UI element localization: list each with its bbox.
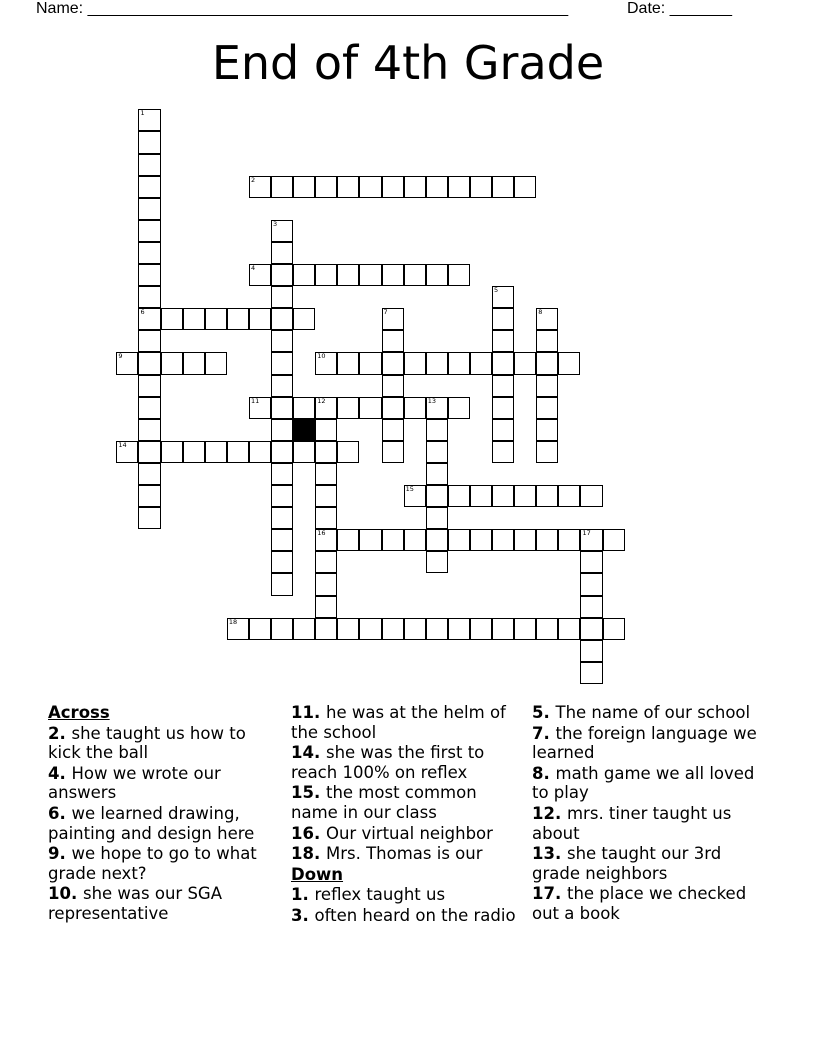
cell-number: 4: [250, 264, 256, 273]
grid-cell[interactable]: [558, 352, 580, 374]
clue-text: reflex taught us: [314, 885, 446, 905]
cell-number: 18: [228, 617, 238, 626]
grid-cell[interactable]: [382, 618, 404, 640]
grid-cell[interactable]: [536, 441, 558, 463]
grid-cell[interactable]: [404, 176, 426, 198]
clue-number: 5: [532, 703, 544, 722]
clue-across-item: [48, 804, 276, 843]
grid-cell[interactable]: [315, 352, 337, 374]
grid-cell[interactable]: [271, 507, 293, 529]
cell-number: 1: [140, 109, 145, 118]
grid-cell[interactable]: [138, 375, 160, 397]
grid-cell[interactable]: [271, 352, 293, 374]
cell-number: 6: [140, 308, 145, 317]
grid-cell[interactable]: [426, 618, 448, 640]
grid-cell[interactable]: [514, 618, 536, 640]
clue-number: 17: [532, 884, 555, 904]
clue-number: 10: [48, 884, 71, 904]
grid-cell[interactable]: [271, 286, 293, 308]
grid-cell[interactable]: [315, 507, 337, 529]
clue-number: 16: [291, 823, 314, 843]
clue-across-item: [291, 844, 516, 864]
grid-cell[interactable]: [580, 618, 602, 640]
grid-cell[interactable]: [271, 618, 293, 640]
grid-cell[interactable]: [382, 264, 404, 286]
grid-cell[interactable]: [359, 618, 381, 640]
grid-cell[interactable]: [271, 529, 293, 551]
grid-cell[interactable]: [426, 441, 448, 463]
grid-cell[interactable]: [492, 375, 514, 397]
grid-cell[interactable]: [138, 397, 160, 419]
clue-number: 14: [291, 743, 314, 763]
grid-cell[interactable]: [161, 352, 183, 374]
grid-cell[interactable]: [536, 308, 558, 330]
clue-across-item: [48, 724, 276, 763]
grid-cell[interactable]: [514, 529, 536, 551]
grid-cell[interactable]: [271, 176, 293, 198]
grid-cell[interactable]: [404, 397, 426, 419]
grid-cell[interactable]: [580, 485, 602, 507]
grid-cell[interactable]: [271, 441, 293, 463]
cell-number: 17: [582, 529, 591, 538]
clue-dot: .: [313, 844, 326, 864]
grid-cell[interactable]: [138, 286, 160, 308]
grid-cell[interactable]: [138, 264, 160, 286]
date-field[interactable]: Date: _______: [627, 0, 732, 17]
black-cell: [293, 419, 315, 441]
grid-cell[interactable]: [271, 463, 293, 485]
clue-number: 8: [532, 763, 544, 783]
grid-cell[interactable]: [249, 264, 271, 286]
grid-cell[interactable]: [271, 330, 293, 352]
grid-cell[interactable]: [558, 529, 580, 551]
clue-text: The name of our school: [555, 703, 751, 722]
clue-across-item: [48, 764, 276, 803]
grid-cell[interactable]: [514, 352, 536, 374]
grid-cell[interactable]: [138, 463, 160, 485]
grid-cell[interactable]: [382, 375, 404, 397]
clue-text: she was our SGA representative: [48, 884, 223, 923]
grid-cell[interactable]: [426, 551, 448, 573]
grid-cell[interactable]: [315, 485, 337, 507]
grid-cell[interactable]: [404, 352, 426, 374]
grid-cell[interactable]: [293, 308, 315, 330]
across-heading: Across: [48, 703, 110, 722]
clue-across-item: [48, 884, 276, 923]
grid-cell[interactable]: [337, 352, 359, 374]
grid-cell[interactable]: [293, 264, 315, 286]
clue-dot: .: [302, 885, 315, 905]
grid-cell[interactable]: [271, 220, 293, 242]
grid-cell[interactable]: [138, 154, 160, 176]
page-title: End of 4th Grade: [211, 36, 605, 90]
grid-cell[interactable]: [315, 463, 337, 485]
clue-dot: .: [543, 763, 556, 783]
clue-dot: .: [554, 844, 567, 864]
clues-column-1: [48, 703, 276, 925]
grid-cell[interactable]: [558, 618, 580, 640]
clue-text: mrs. tiner taught us about: [532, 803, 732, 843]
grid-cell[interactable]: [558, 485, 580, 507]
grid-cell[interactable]: [603, 529, 625, 551]
clues-column-2: [291, 703, 516, 927]
clue-text: we learned drawing, painting and design here: [48, 803, 255, 843]
grid-cell[interactable]: [271, 573, 293, 595]
cell-number: 11: [250, 396, 260, 405]
grid-cell[interactable]: [205, 308, 227, 330]
name-field[interactable]: Name: ______________________________________________________: [36, 0, 569, 17]
clue-dot: .: [313, 743, 326, 763]
grid-cell[interactable]: [271, 419, 293, 441]
grid-cell[interactable]: [315, 264, 337, 286]
grid-cell[interactable]: [138, 419, 160, 441]
grid-cell[interactable]: [227, 618, 249, 640]
grid-cell[interactable]: [426, 352, 448, 374]
grid-cell[interactable]: [514, 176, 536, 198]
clue-text: the place we checked out a book: [532, 884, 747, 923]
grid-cell[interactable]: [492, 419, 514, 441]
cell-number: 9: [118, 352, 123, 361]
grid-cell[interactable]: [492, 618, 514, 640]
cell-number: 13: [427, 396, 437, 405]
clue-down-item: [532, 703, 762, 723]
clue-across-item: [291, 703, 516, 742]
grid-cell[interactable]: [404, 618, 426, 640]
grid-cell[interactable]: [293, 618, 315, 640]
clue-number: 18: [291, 844, 314, 864]
clues-column-3: [532, 703, 762, 925]
grid-cell[interactable]: [426, 507, 448, 529]
clue-text: the most common name in our class: [291, 783, 477, 822]
grid-cell[interactable]: [138, 485, 160, 507]
grid-cell[interactable]: [315, 176, 337, 198]
grid-cell[interactable]: [448, 352, 470, 374]
grid-cell[interactable]: [183, 308, 205, 330]
clue-dot: .: [59, 763, 72, 783]
grid-cell[interactable]: [138, 441, 160, 463]
grid-cell[interactable]: [138, 242, 160, 264]
grid-cell[interactable]: [470, 352, 492, 374]
clue-number: 4: [48, 763, 60, 783]
grid-cell[interactable]: [448, 264, 470, 286]
grid-cell[interactable]: [448, 397, 470, 419]
grid-cell[interactable]: [271, 375, 293, 397]
clue-dot: .: [59, 723, 72, 743]
grid-cell[interactable]: [382, 397, 404, 419]
grid-cell[interactable]: [161, 308, 183, 330]
grid-cell[interactable]: [138, 220, 160, 242]
grid-cell[interactable]: [426, 485, 448, 507]
grid-cell[interactable]: [426, 529, 448, 551]
grid-cell[interactable]: [382, 330, 404, 352]
grid-cell[interactable]: [580, 596, 602, 618]
grid-cell[interactable]: [536, 352, 558, 374]
grid-cell[interactable]: [315, 419, 337, 441]
grid-cell[interactable]: [536, 618, 558, 640]
grid-cell[interactable]: [359, 397, 381, 419]
grid-cell[interactable]: [337, 618, 359, 640]
clue-text: the foreign language we learned: [532, 723, 757, 763]
grid-cell[interactable]: [337, 529, 359, 551]
cell-number: 7: [383, 308, 388, 317]
grid-cell[interactable]: [426, 264, 448, 286]
grid-cell[interactable]: [116, 441, 138, 463]
clue-dot: .: [59, 844, 72, 864]
clue-across-item: [291, 824, 516, 844]
grid-cell[interactable]: [249, 308, 271, 330]
clue-down-item: [291, 885, 516, 905]
grid-cell[interactable]: [404, 485, 426, 507]
clue-number: 9: [48, 844, 60, 864]
clue-number: 11: [291, 703, 314, 722]
grid-cell[interactable]: [116, 352, 138, 374]
grid-cell[interactable]: [404, 529, 426, 551]
clue-number: 12: [532, 803, 555, 823]
grid-cell[interactable]: [315, 618, 337, 640]
grid-cell[interactable]: [514, 485, 536, 507]
grid-cell[interactable]: [293, 176, 315, 198]
clue-text: How we wrote our answers: [48, 763, 221, 803]
grid-cell[interactable]: [359, 352, 381, 374]
clue-across-item: [291, 783, 516, 822]
grid-cell[interactable]: [315, 573, 337, 595]
grid-cell[interactable]: [448, 618, 470, 640]
clue-text: we hope to go to what grade next?: [48, 844, 257, 883]
grid-cell[interactable]: [470, 618, 492, 640]
clue-number: 6: [48, 803, 60, 823]
grid-cell[interactable]: [359, 176, 381, 198]
grid-cell[interactable]: [492, 352, 514, 374]
clue-across-item: [48, 844, 276, 883]
cell-number: 16: [317, 529, 326, 538]
grid-cell[interactable]: [138, 507, 160, 529]
clue-dot: .: [543, 703, 556, 722]
clue-dot: .: [59, 803, 72, 823]
grid-cell[interactable]: [382, 441, 404, 463]
grid-cell[interactable]: [249, 618, 271, 640]
grid-cell[interactable]: [448, 529, 470, 551]
grid-cell[interactable]: [138, 198, 160, 220]
grid-cell[interactable]: [448, 176, 470, 198]
clue-number: 3: [291, 905, 303, 925]
grid-cell[interactable]: [138, 131, 160, 153]
clue-down-item: [532, 884, 762, 923]
grid-cell[interactable]: [271, 264, 293, 286]
grid-cell[interactable]: [138, 109, 160, 131]
cell-number: 14: [118, 440, 127, 449]
grid-cell[interactable]: [492, 529, 514, 551]
grid-cell[interactable]: [426, 397, 448, 419]
grid-cell[interactable]: [404, 264, 426, 286]
grid-cell[interactable]: [492, 441, 514, 463]
grid-cell[interactable]: [337, 397, 359, 419]
grid-cell[interactable]: [183, 352, 205, 374]
clue-number: 13: [532, 844, 555, 864]
grid-cell[interactable]: [492, 330, 514, 352]
grid-cell[interactable]: [536, 330, 558, 352]
clue-text: she taught our 3rd grade neighbors: [532, 844, 722, 883]
clue-dot: .: [302, 905, 315, 925]
grid-cell[interactable]: [271, 397, 293, 419]
grid-cell[interactable]: [580, 662, 602, 684]
grid-cell[interactable]: [536, 375, 558, 397]
grid-cell[interactable]: [580, 640, 602, 662]
grid-cell[interactable]: [382, 176, 404, 198]
grid-cell[interactable]: [138, 308, 160, 330]
clue-dot: .: [313, 823, 326, 843]
clue-text: math game we all loved to play: [532, 763, 755, 803]
grid-cell[interactable]: [536, 419, 558, 441]
clue-dot: .: [313, 783, 326, 803]
grid-cell[interactable]: [227, 441, 249, 463]
clue-down-item: [291, 906, 516, 926]
grid-cell[interactable]: [315, 441, 337, 463]
grid-cell[interactable]: [492, 286, 514, 308]
clue-number: 7: [532, 723, 544, 743]
grid-cell[interactable]: [426, 463, 448, 485]
grid-cell[interactable]: [205, 352, 227, 374]
grid-cell[interactable]: [337, 176, 359, 198]
clue-dot: .: [70, 884, 83, 904]
clue-text: she was the first to reach 100% on reflex: [291, 743, 485, 782]
grid-cell[interactable]: [315, 397, 337, 419]
grid-cell[interactable]: [249, 441, 271, 463]
cell-number: 12: [317, 396, 326, 405]
grid-cell[interactable]: [205, 441, 227, 463]
grid-cell[interactable]: [580, 529, 602, 551]
grid-cell[interactable]: [337, 264, 359, 286]
grid-cell[interactable]: [271, 485, 293, 507]
grid-cell[interactable]: [227, 308, 249, 330]
grid-cell[interactable]: [536, 485, 558, 507]
clue-text: often heard on the radio: [314, 905, 516, 925]
grid-cell[interactable]: [138, 176, 160, 198]
clue-number: 2: [48, 723, 60, 743]
grid-cell[interactable]: [249, 176, 271, 198]
cell-number: 10: [317, 352, 326, 361]
grid-cell[interactable]: [271, 551, 293, 573]
grid-cell[interactable]: [315, 529, 337, 551]
grid-cell[interactable]: [382, 529, 404, 551]
grid-cell[interactable]: [470, 176, 492, 198]
grid-cell[interactable]: [315, 596, 337, 618]
grid-cell[interactable]: [359, 264, 381, 286]
clue-text: Our virtual neighbor: [325, 823, 493, 843]
clue-text: Mrs. Thomas is our: [325, 844, 483, 864]
clue-down-item: [532, 844, 762, 883]
clue-across-item: [291, 743, 516, 782]
cell-number: 8: [538, 308, 543, 317]
cell-number: 5: [494, 286, 499, 295]
grid-cell[interactable]: [138, 352, 160, 374]
clue-down-item: [532, 724, 762, 763]
cell-number: 15: [405, 485, 414, 494]
grid-cell[interactable]: [492, 397, 514, 419]
grid-cell[interactable]: [138, 330, 160, 352]
grid-cell[interactable]: [293, 397, 315, 419]
grid-cell[interactable]: [271, 308, 293, 330]
grid-cell[interactable]: [470, 529, 492, 551]
grid-cell[interactable]: [249, 397, 271, 419]
clue-dot: .: [543, 723, 556, 743]
cell-number: 2: [250, 175, 256, 184]
grid-cell[interactable]: [603, 618, 625, 640]
clue-down-item: [532, 804, 762, 843]
grid-cell[interactable]: [492, 308, 514, 330]
clue-number: 15: [291, 783, 314, 803]
grid-cell[interactable]: [580, 551, 602, 573]
grid-cell[interactable]: [315, 551, 337, 573]
grid-cell[interactable]: [161, 441, 183, 463]
cell-number: 3: [273, 219, 278, 228]
grid-cell[interactable]: [359, 529, 381, 551]
grid-cell[interactable]: [536, 397, 558, 419]
grid-cell[interactable]: [536, 529, 558, 551]
clue-dot: .: [554, 884, 567, 904]
grid-cell[interactable]: [492, 485, 514, 507]
grid-cell[interactable]: [470, 485, 492, 507]
clue-down-item: [532, 764, 762, 803]
grid-cell[interactable]: [183, 441, 205, 463]
clue-number: 1: [291, 885, 303, 905]
clue-dot: .: [313, 703, 326, 722]
clue-text: he was at the helm of the school: [291, 703, 506, 742]
clue-dot: .: [554, 803, 567, 823]
grid-cell[interactable]: [271, 242, 293, 264]
grid-cell[interactable]: [337, 441, 359, 463]
down-heading: Down: [291, 864, 344, 884]
grid-cell[interactable]: [382, 352, 404, 374]
grid-cell[interactable]: [293, 441, 315, 463]
grid-cell[interactable]: [580, 573, 602, 595]
grid-cell[interactable]: [426, 419, 448, 441]
clue-text: she taught us how to kick the ball: [48, 723, 246, 763]
grid-cell[interactable]: [448, 485, 470, 507]
grid-cell[interactable]: [382, 308, 404, 330]
grid-cell[interactable]: [426, 176, 448, 198]
grid-cell[interactable]: [492, 176, 514, 198]
grid-cell[interactable]: [382, 419, 404, 441]
